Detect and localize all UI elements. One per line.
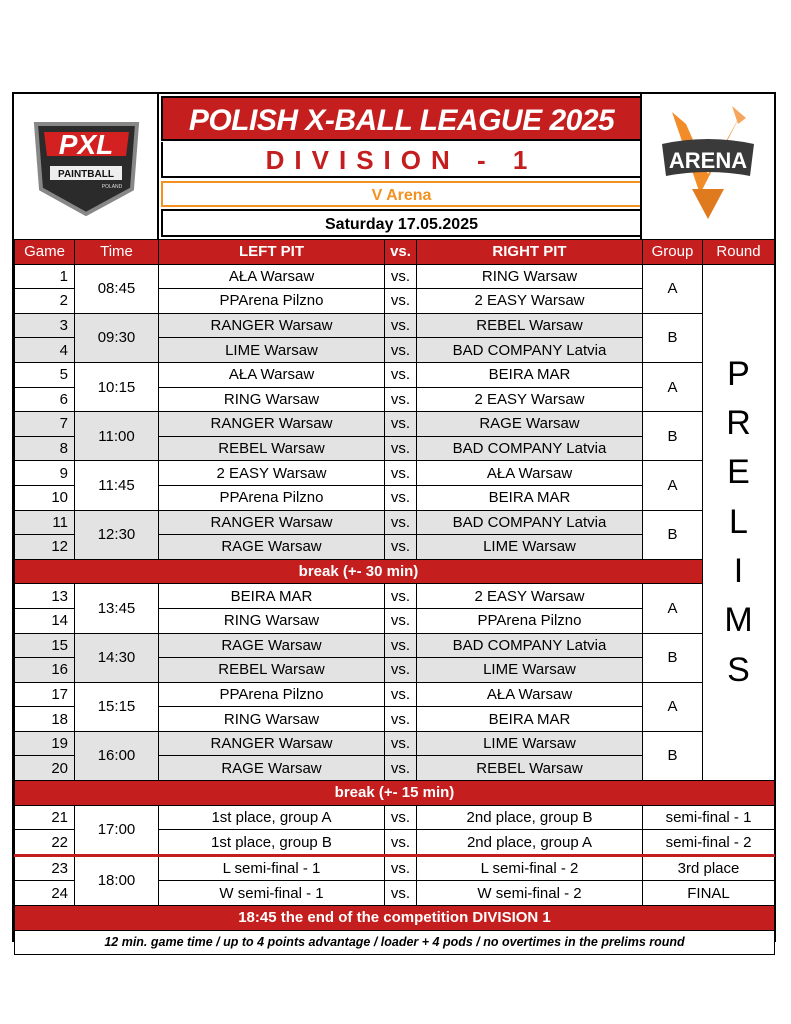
left-team: AŁA Warsaw (159, 362, 385, 387)
right-team: 2nd place, group B (417, 805, 643, 830)
group-cell: A (643, 264, 703, 313)
right-team: AŁA Warsaw (417, 682, 643, 707)
page-title: POLISH X-BALL LEAGUE 2025 (161, 96, 642, 141)
arena-logo (640, 94, 774, 239)
break-row (15, 781, 775, 806)
table-row (15, 633, 775, 658)
left-team: W semi-final - 1 (159, 881, 385, 906)
division-title: DIVISION - 1 (161, 142, 642, 178)
table-row (15, 731, 775, 756)
game-number: 10 (15, 485, 75, 510)
game-number: 8 (15, 436, 75, 461)
time-cell: 09:30 (75, 313, 159, 362)
right-team: PPArena Pilzno (417, 608, 643, 633)
group-cell: A (643, 461, 703, 510)
left-team: RANGER Warsaw (159, 731, 385, 756)
left-team: RAGE Warsaw (159, 633, 385, 658)
col-time: Time (75, 240, 159, 265)
vs-label: vs. (385, 338, 417, 363)
col-left-pit: LEFT PIT (159, 240, 385, 265)
game-number: 21 (15, 805, 75, 830)
pxl-logo-subtext: PAINTBALL (58, 169, 114, 180)
group-cell: A (643, 584, 703, 633)
vs-label: vs. (385, 855, 417, 881)
vs-label: vs. (385, 535, 417, 560)
break-row (15, 559, 775, 584)
game-number: 5 (15, 362, 75, 387)
left-team: REBEL Warsaw (159, 658, 385, 683)
round-cell: semi-final - 2 (643, 830, 775, 856)
right-team: BAD COMPANY Latvia (417, 338, 643, 363)
time-cell: 17:00 (75, 805, 159, 855)
pxl-logo-text: PXL (58, 129, 114, 160)
table-row (15, 412, 775, 437)
col-group: Group (643, 240, 703, 265)
right-team: L semi-final - 2 (417, 855, 643, 881)
game-number: 20 (15, 756, 75, 781)
game-number: 19 (15, 731, 75, 756)
game-number: 16 (15, 658, 75, 683)
left-team: RAGE Warsaw (159, 756, 385, 781)
game-number: 23 (15, 855, 75, 881)
left-team: PPArena Pilzno (159, 682, 385, 707)
round-prelims (703, 264, 775, 780)
game-number: 9 (15, 461, 75, 486)
right-team: BAD COMPANY Latvia (417, 633, 643, 658)
game-number: 11 (15, 510, 75, 535)
right-team: BEIRA MAR (417, 362, 643, 387)
vs-label: vs. (385, 264, 417, 289)
vs-label: vs. (385, 387, 417, 412)
group-cell: B (643, 510, 703, 559)
left-team: PPArena Pilzno (159, 485, 385, 510)
left-team: RING Warsaw (159, 387, 385, 412)
break-label: break (+- 30 min) (15, 559, 703, 584)
vs-label: vs. (385, 633, 417, 658)
vs-label: vs. (385, 362, 417, 387)
vs-label: vs. (385, 485, 417, 510)
footer-label: 18:45 the end of the competition DIVISION 1 (15, 906, 775, 931)
left-team: RANGER Warsaw (159, 412, 385, 437)
col-game: Game (15, 240, 75, 265)
right-team: 2nd place, group A (417, 830, 643, 856)
game-number: 3 (15, 313, 75, 338)
group-cell: A (643, 362, 703, 411)
table-row (15, 510, 775, 535)
game-number: 4 (15, 338, 75, 363)
right-team: 2 EASY Warsaw (417, 387, 643, 412)
game-number: 6 (15, 387, 75, 412)
right-team: LIME Warsaw (417, 658, 643, 683)
table-row (15, 264, 775, 289)
round-letter: E (727, 453, 750, 492)
vs-label: vs. (385, 608, 417, 633)
time-cell: 10:15 (75, 362, 159, 411)
game-number: 17 (15, 682, 75, 707)
vs-label: vs. (385, 731, 417, 756)
table-row (15, 362, 775, 387)
round-letter: I (733, 551, 744, 590)
left-team: PPArena Pilzno (159, 289, 385, 314)
round-letter: S (727, 650, 750, 689)
game-number: 12 (15, 535, 75, 560)
left-team: REBEL Warsaw (159, 436, 385, 461)
group-cell: B (643, 412, 703, 461)
time-cell: 13:45 (75, 584, 159, 633)
rules-row (15, 930, 775, 955)
time-cell: 08:45 (75, 264, 159, 313)
round-letter: M (724, 601, 753, 640)
game-number: 13 (15, 584, 75, 609)
table-row (15, 855, 775, 881)
right-team: RING Warsaw (417, 264, 643, 289)
table-row (15, 682, 775, 707)
left-team: BEIRA MAR (159, 584, 385, 609)
left-team: 1st place, group B (159, 830, 385, 856)
round-letter: R (726, 404, 751, 443)
col-round: Round (703, 240, 775, 265)
right-team: REBEL Warsaw (417, 313, 643, 338)
game-number: 14 (15, 608, 75, 633)
vs-label: vs. (385, 682, 417, 707)
vs-label: vs. (385, 805, 417, 830)
time-cell: 11:00 (75, 412, 159, 461)
group-cell: B (643, 633, 703, 682)
right-team: 2 EASY Warsaw (417, 584, 643, 609)
vs-label: vs. (385, 881, 417, 906)
round-cell: 3rd place (643, 855, 775, 881)
left-team: LIME Warsaw (159, 338, 385, 363)
footer-row (15, 906, 775, 931)
time-cell: 14:30 (75, 633, 159, 682)
left-team: RANGER Warsaw (159, 510, 385, 535)
schedule-sheet (12, 92, 776, 950)
round-letter: L (729, 502, 748, 541)
date-label: Saturday 17.05.2025 (161, 209, 642, 237)
left-team: RING Warsaw (159, 608, 385, 633)
vs-label: vs. (385, 756, 417, 781)
game-number: 1 (15, 264, 75, 289)
vs-label: vs. (385, 289, 417, 314)
right-team: LIME Warsaw (417, 535, 643, 560)
vs-label: vs. (385, 461, 417, 486)
vs-label: vs. (385, 584, 417, 609)
game-number: 24 (15, 881, 75, 906)
left-team: L semi-final - 1 (159, 855, 385, 881)
round-cell: FINAL (643, 881, 775, 906)
vs-label: vs. (385, 412, 417, 437)
right-team: BEIRA MAR (417, 707, 643, 732)
round-letter: P (727, 354, 750, 393)
col-vs: vs. (385, 240, 417, 265)
vs-label: vs. (385, 436, 417, 461)
table-row (15, 313, 775, 338)
time-cell: 16:00 (75, 731, 159, 780)
group-cell: B (643, 313, 703, 362)
round-cell: semi-final - 1 (643, 805, 775, 830)
right-team: AŁA Warsaw (417, 461, 643, 486)
right-team: 2 EASY Warsaw (417, 289, 643, 314)
time-cell: 15:15 (75, 682, 159, 731)
vs-label: vs. (385, 830, 417, 856)
col-right-pit: RIGHT PIT (417, 240, 643, 265)
venue-label: V Arena (161, 181, 642, 207)
left-team: AŁA Warsaw (159, 264, 385, 289)
game-number: 15 (15, 633, 75, 658)
right-team: RAGE Warsaw (417, 412, 643, 437)
table-row (15, 584, 775, 609)
rules-note: 12 min. game time / up to 4 points advantage / loader + 4 pods / no overtimes in the prelims round (15, 930, 775, 955)
time-cell: 12:30 (75, 510, 159, 559)
vs-label: vs. (385, 658, 417, 683)
left-team: RANGER Warsaw (159, 313, 385, 338)
right-team: BAD COMPANY Latvia (417, 510, 643, 535)
time-cell: 11:45 (75, 461, 159, 510)
game-number: 22 (15, 830, 75, 856)
game-number: 2 (15, 289, 75, 314)
left-team: RAGE Warsaw (159, 535, 385, 560)
vs-label: vs. (385, 707, 417, 732)
right-team: BAD COMPANY Latvia (417, 436, 643, 461)
right-team: REBEL Warsaw (417, 756, 643, 781)
round-prelims-letters (703, 350, 774, 695)
game-number: 18 (15, 707, 75, 732)
schedule-table (14, 239, 775, 955)
left-team: 2 EASY Warsaw (159, 461, 385, 486)
vs-label: vs. (385, 313, 417, 338)
left-team: 1st place, group A (159, 805, 385, 830)
vs-label: vs. (385, 510, 417, 535)
game-number: 7 (15, 412, 75, 437)
arena-logo-text: ARENA (668, 148, 748, 173)
break-label: break (+- 15 min) (15, 781, 775, 806)
left-team: RING Warsaw (159, 707, 385, 732)
group-cell: A (643, 682, 703, 731)
right-team: W semi-final - 2 (417, 881, 643, 906)
time-cell: 18:00 (75, 855, 159, 905)
pxl-logo (14, 94, 159, 239)
table-row (15, 805, 775, 830)
pxl-logo-country: POLAND (101, 184, 123, 190)
group-cell: B (643, 731, 703, 780)
right-team: BEIRA MAR (417, 485, 643, 510)
table-header (15, 240, 775, 265)
right-team: LIME Warsaw (417, 731, 643, 756)
table-row (15, 461, 775, 486)
